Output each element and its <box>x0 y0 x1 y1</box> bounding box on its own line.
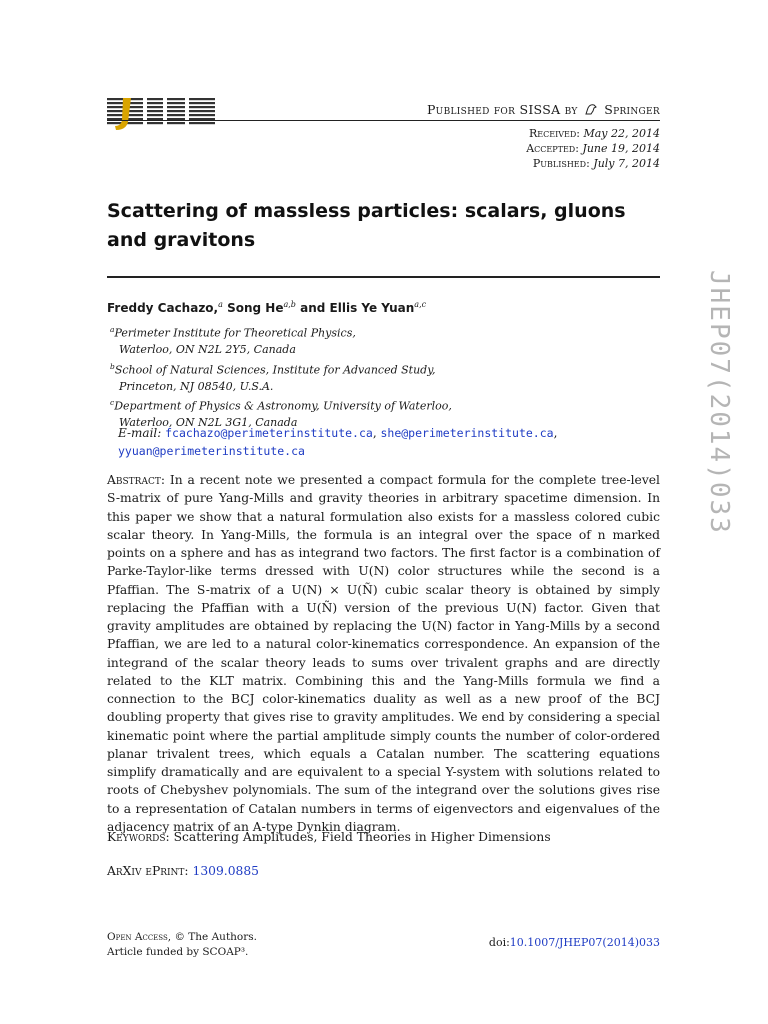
publisher-name: Springer <box>604 102 660 117</box>
email-block: E-mail: fcachazo@perimeterinstitute.ca, she@perimeterinstitute.ca, yyuan@perimeterinstitute.ca <box>118 426 558 458</box>
title-rule <box>107 276 660 278</box>
email-link[interactable]: she@perimeterinstitute.ca <box>380 426 554 440</box>
side-journal-identifier: JHEP07(2014)033 <box>704 270 734 535</box>
email-label: E-mail: <box>118 426 162 440</box>
published-date: Published: July 7, 2014 <box>532 157 660 170</box>
affiliation-c-address: Waterloo, ON N2L 3G1, Canada <box>119 416 298 430</box>
abstract-label: Abstract: <box>107 473 165 487</box>
affiliations <box>110 322 590 432</box>
author-affil-mark: a,c <box>414 300 427 309</box>
author-name: Ellis Ye Yuan <box>329 301 415 315</box>
funding-text: Article funded by SCOAP³. <box>107 946 249 958</box>
published-for-text: Published for SISSA by <box>426 102 578 117</box>
keywords-text: Scattering Amplitudes, Field Theories in Higher Dimensions <box>173 830 551 844</box>
keywords-label: Keywords: <box>107 830 170 844</box>
paper-title: Scattering of massless particles: scalars, gluons and gravitons <box>107 200 626 251</box>
copyright-text: , © The Authors. <box>167 931 257 943</box>
affiliation-c: $^c$Department of Physics & Astronomy, University of Waterloo, <box>110 398 452 413</box>
author-list <box>107 300 426 315</box>
keywords <box>107 830 551 844</box>
open-access-label: Open Access <box>107 931 168 943</box>
publisher-line <box>300 102 660 117</box>
header-rule <box>107 120 660 121</box>
author-name: Song He <box>227 301 284 315</box>
author-connector: and <box>300 301 326 315</box>
email-link[interactable]: yyuan@perimeterinstitute.ca <box>118 444 305 458</box>
author-name: Freddy Cachazo, <box>107 301 219 315</box>
doi <box>489 936 660 949</box>
abstract-text: In a recent note we presented a compact formula for the complete tree-level S-matrix of pure Yang-Mills and gravity theories in arbitrary spacetime dimension. In this paper we show that a natural formulation also exists for a massless colored cubic scalar theory. In Yang-Mills, the formula is an integral over the space of n marked points on a sphere and has as integrand two factors. The first factor is a combination of Parke-Taylor-like terms dressed with U(N) color structures while the second is a Pfaffian. The S-matrix of a U(N) × U(Ñ) cubic scalar theory is obtained by simply replacing the Pfaffian with a U(Ñ) version of the previous U(N) factor. Given that gravity amplitudes are obtained by replacing the U(N) factor in Yang-Mills by a second Pfaffian, we are led to a natural color-kinematics correspondence. An expansion of the integrand of the scalar theory leads to sums over trivalent graphs and are directly related to the KLT matrix. Combining this and the Yang-Mills formula we find a connection to the BCJ color-kinematics duality as well as a new proof of the BCJ doubling property that gives rise to gravity amplitudes. We end by considering a special kinematic point where the partial amplitude simply counts the number of color-ordered planar trivalent trees, which equals a Catalan number. The scattering equations simplify dramatically and are equivalent to a special Y-system with solutions related to roots of Chebyshev polynomials. The sum of the integrand over the solutions gives rise to a representation of Catalan numbers in terms of eigenvectors and eigenvalues of the adjacency matrix of an A-type Dynkin diagram. <box>107 473 660 834</box>
affiliation-a-address: Waterloo, ON N2L 2Y5, Canada <box>119 343 296 357</box>
accepted-date: Accepted: June 19, 2014 <box>526 142 660 155</box>
author-affil-mark: a,b <box>283 300 296 309</box>
affiliation-b: $^b$School of Natural Sciences, Institute for Advanced Study, <box>110 361 436 377</box>
arxiv-label: ArXiv ePrint: <box>107 864 189 878</box>
email-link[interactable]: fcachazo@perimeterinstitute.ca <box>165 426 373 440</box>
received-date: Received: May 22, 2014 <box>528 127 660 140</box>
doi-link[interactable]: 10.1007/JHEP07(2014)033 <box>509 936 660 949</box>
abstract <box>107 471 660 836</box>
arxiv-eprint <box>107 864 259 878</box>
open-access-notice <box>107 930 257 960</box>
author-affil-mark: a <box>218 300 223 309</box>
affiliation-b-address: Princeton, NJ 08540, U.S.A. <box>119 379 274 393</box>
jhep-logo <box>107 96 217 132</box>
publication-dates <box>400 126 660 171</box>
doi-label: doi: <box>488 936 510 949</box>
arxiv-link[interactable]: 1309.0885 <box>192 864 259 878</box>
springer-horse-icon <box>584 103 598 115</box>
affiliation-a: $^a$Perimeter Institute for Theoretical Physics, <box>110 325 356 340</box>
